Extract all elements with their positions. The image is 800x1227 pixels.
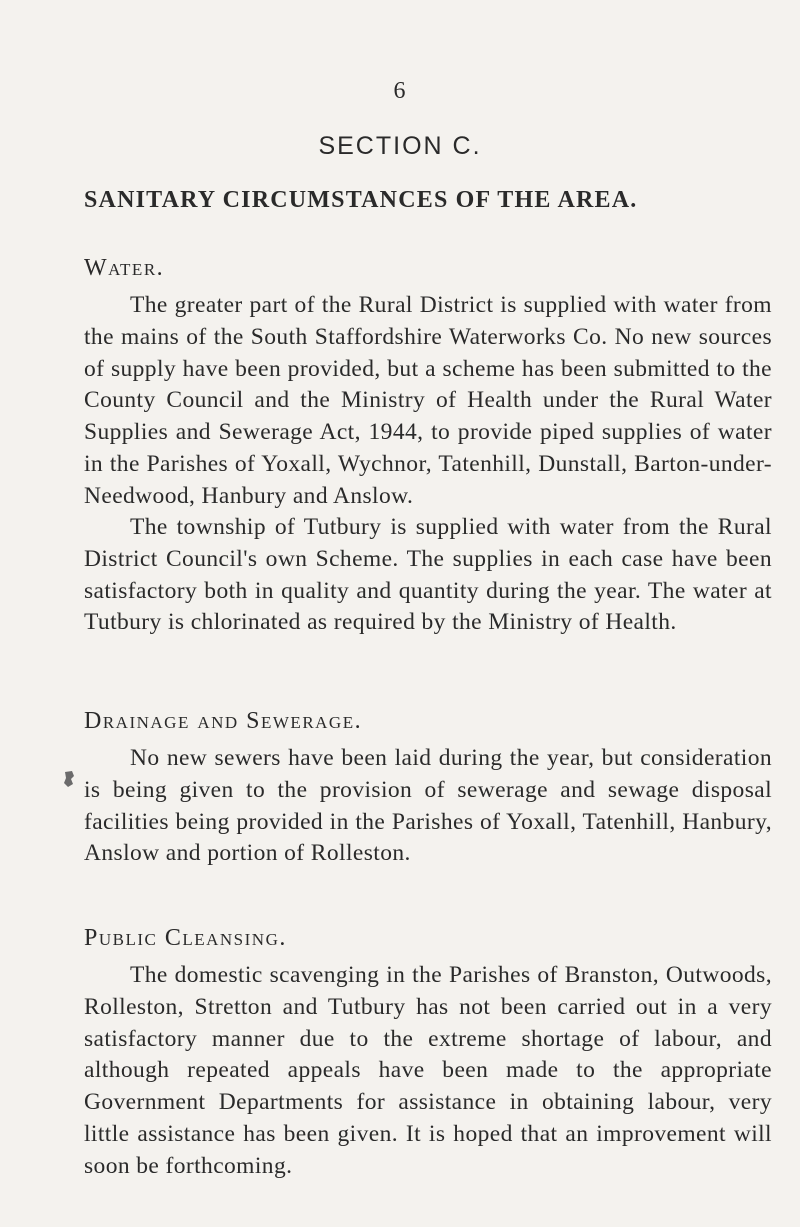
drainage-heading: Drainage and Sewerage. (84, 708, 363, 734)
drainage-paragraph: No new sewers have been laid during the year, but consideration is being given to the provision of sewerage and sewage disposal facilities being provided in the Parishes of Yoxall, Tatenhill, Hanbury, Anslow and portion of Rolleston. (84, 745, 772, 867)
water-paragraph-2: The township of Tutbury is supplied with water from the Rural District Council's own Scheme. The supplies in each case have been satisfactory both in quality and quantity during the year. The water at Tutbury is chlorinated as required by the Ministry of Health. (84, 514, 772, 636)
ink-blot-icon (62, 770, 76, 788)
cleansing-paragraph: The domestic scavenging in the Parishes of Branston, Outwoods, Rolleston, Stretton and Tutbury has not been carried out in a very satisfactory manner due to the extreme shortage of labour, and although repeated appeals have been made to the appropriate Government Departments for assistance in obtaining labour, very little assistance has been given. It is hoped that an improvement will soon be forthcoming. (84, 962, 772, 1179)
water-paragraph-1: The greater part of the Rural District is supplied with water from the mains of the South Staffordshire Waterworks Co. No new sources of supply have been provided, but a scheme has been submitted to the County Council and the Ministry of Health under the Rural Water Supplies and Sewerage Act, 1944, to provide piped supplies of water in the Parishes of Yoxall, Wychnor, Tatenhill, Dunstall, Barton-under-Needwood, Hanbury and Anslow. (84, 292, 772, 509)
section-label: SECTION C. (318, 132, 482, 160)
page-number: 6 (393, 78, 407, 104)
main-heading: SANITARY CIRCUMSTANCES OF THE AREA. (84, 187, 638, 213)
cleansing-heading: Public Cleansing. (84, 925, 287, 951)
water-heading: Water. (84, 255, 165, 281)
